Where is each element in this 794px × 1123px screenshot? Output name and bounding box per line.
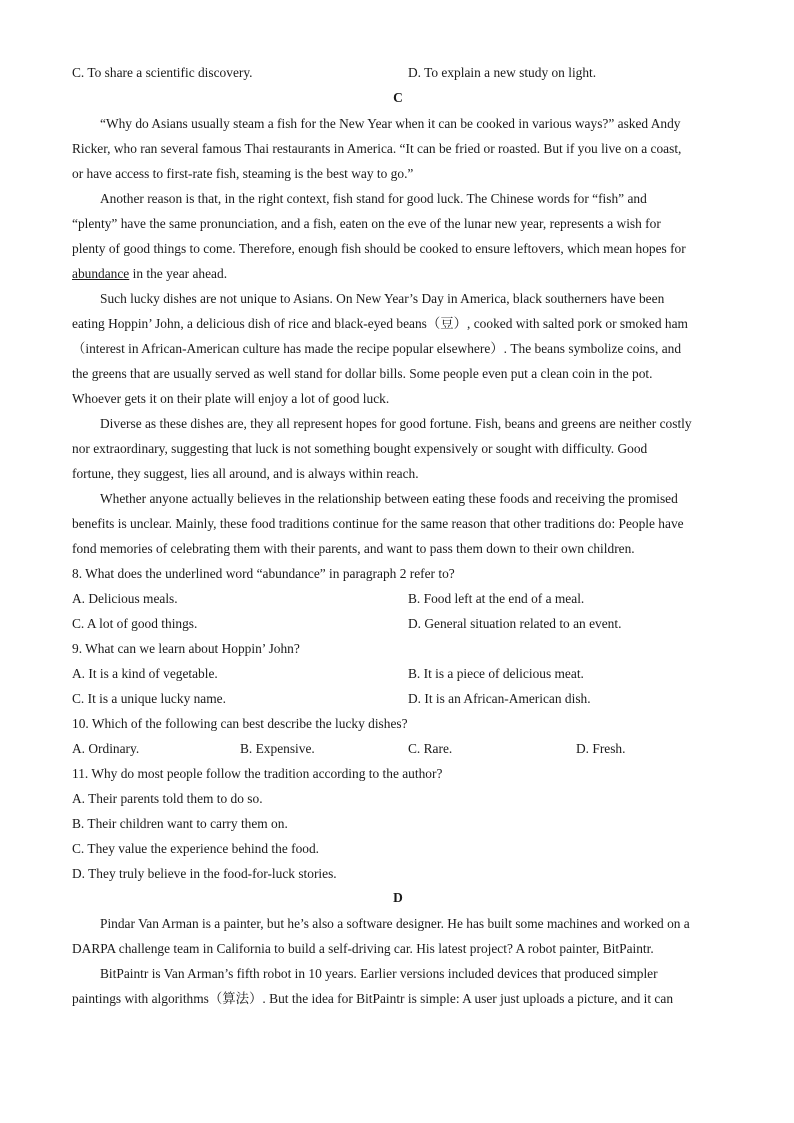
prev-option-d: D. To explain a new study on light. [408, 65, 597, 80]
passage-c-line: Ricker, who ran several famous Thai restaurants in America. “It can be fried or roasted. But if you live on a coast, [72, 141, 682, 156]
question-8-option-b[interactable]: B. Food left at the end of a meal. [408, 591, 585, 606]
passage-c-line: “Why do Asians usually steam a fish for the New Year when it can be cooked in various ways?” asked Andy [100, 116, 681, 131]
passage-c-heading: C [393, 90, 403, 105]
passage-c-line: Whoever gets it on their plate will enjoy a lot of good luck. [72, 391, 390, 406]
question-11-option-d[interactable]: D. They truly believe in the food-for-luck stories. [72, 866, 337, 881]
question-8-option-d[interactable]: D. General situation related to an event. [408, 616, 622, 631]
passage-c-line: nor extraordinary, suggesting that luck is not something bought expensively or sought with difficulty. Good [72, 441, 648, 456]
question-11-stem: 11. Why do most people follow the tradition according to the author? [72, 766, 443, 781]
passage-c-line: Whether anyone actually believes in the relationship between eating these foods and receiving the promised [100, 491, 678, 506]
passage-c-line: Another reason is that, in the right context, fish stand for good luck. The Chinese words for “fish” and [100, 191, 647, 206]
question-8-option-a[interactable]: A. Delicious meals. [72, 591, 178, 606]
passage-c-line: plenty of good things to come. Therefore, enough fish should be cooked to ensure leftovers, which mean hopes for [72, 241, 686, 256]
question-10-option-d[interactable]: D. Fresh. [576, 741, 626, 756]
passage-c-line: eating Hoppin’ John, a delicious dish of rice and black-eyed beans（豆）, cooked with salted pork or smoked ham [72, 316, 688, 331]
question-9-option-b[interactable]: B. It is a piece of delicious meat. [408, 666, 584, 681]
prev-option-c: C. To share a scientific discovery. [72, 65, 253, 80]
passage-c-line-abundance [72, 264, 724, 284]
passage-d-heading: D [393, 890, 403, 905]
passage-c-line: the greens that are usually served as well stand for dollar bills. Some people even put a clean coin in the pot. [72, 366, 653, 381]
question-9-option-d[interactable]: D. It is an African-American dish. [408, 691, 591, 706]
question-10-option-b[interactable]: B. Expensive. [240, 741, 315, 756]
passage-d-line: BitPaintr is Van Arman’s fifth robot in 10 years. Earlier versions included devices that produced simpler [100, 966, 658, 981]
underlined-word: abundance [72, 266, 130, 281]
question-9-option-c[interactable]: C. It is a unique lucky name. [72, 691, 226, 706]
question-9-stem: 9. What can we learn about Hoppin’ John? [72, 641, 300, 656]
question-8-stem: 8. What does the underlined word “abundance” in paragraph 2 refer to? [72, 566, 455, 581]
passage-c-line: “plenty” have the same pronunciation, and a fish, eaten on the eve of the lunar new year, represents a wish for [72, 216, 661, 231]
passage-c-line: fortune, they suggest, lies all around, and is always within reach. [72, 466, 419, 481]
underlined-line-tail: in the year ahead. [129, 266, 228, 281]
passage-c-line: （interest in African-American culture has made the recipe popular elsewhere）. The beans symbolize coins, and [72, 341, 682, 356]
passage-c-line: fond memories of celebrating them with their parents, and want to pass them down to their own children. [72, 541, 635, 556]
question-11-option-b[interactable]: B. Their children want to carry them on. [72, 816, 288, 831]
passage-c-line: Diverse as these dishes are, they all represent hopes for good fortune. Fish, beans and greens are neither costly [100, 416, 692, 431]
question-9-option-a[interactable]: A. It is a kind of vegetable. [72, 666, 218, 681]
passage-c-line: Such lucky dishes are not unique to Asians. On New Year’s Day in America, black southerners have been [100, 291, 665, 306]
question-11-option-c[interactable]: C. They value the experience behind the food. [72, 841, 320, 856]
passage-d-line: paintings with algorithms（算法）. But the idea for BitPaintr is simple: A user just uploads a picture, and it can [72, 991, 674, 1006]
question-10-option-c[interactable]: C. Rare. [408, 741, 453, 756]
passage-d-line: DARPA challenge team in California to build a self-driving car. His latest project? A robot painter, BitPaintr. [72, 941, 654, 956]
question-10-stem: 10. Which of the following can best describe the lucky dishes? [72, 716, 408, 731]
passage-c-line: benefits is unclear. Mainly, these food traditions continue for the same reason that other traditions do: People have [72, 516, 684, 531]
passage-c-line: or have access to first-rate fish, steaming is the best way to go.” [72, 166, 414, 181]
passage-d-line: Pindar Van Arman is a painter, but he’s also a software designer. He has built some machines and worked on a [100, 916, 690, 931]
question-8-option-c[interactable]: C. A lot of good things. [72, 616, 198, 631]
question-10-option-a[interactable]: A. Ordinary. [72, 741, 140, 756]
question-11-option-a[interactable]: A. Their parents told them to do so. [72, 791, 263, 806]
